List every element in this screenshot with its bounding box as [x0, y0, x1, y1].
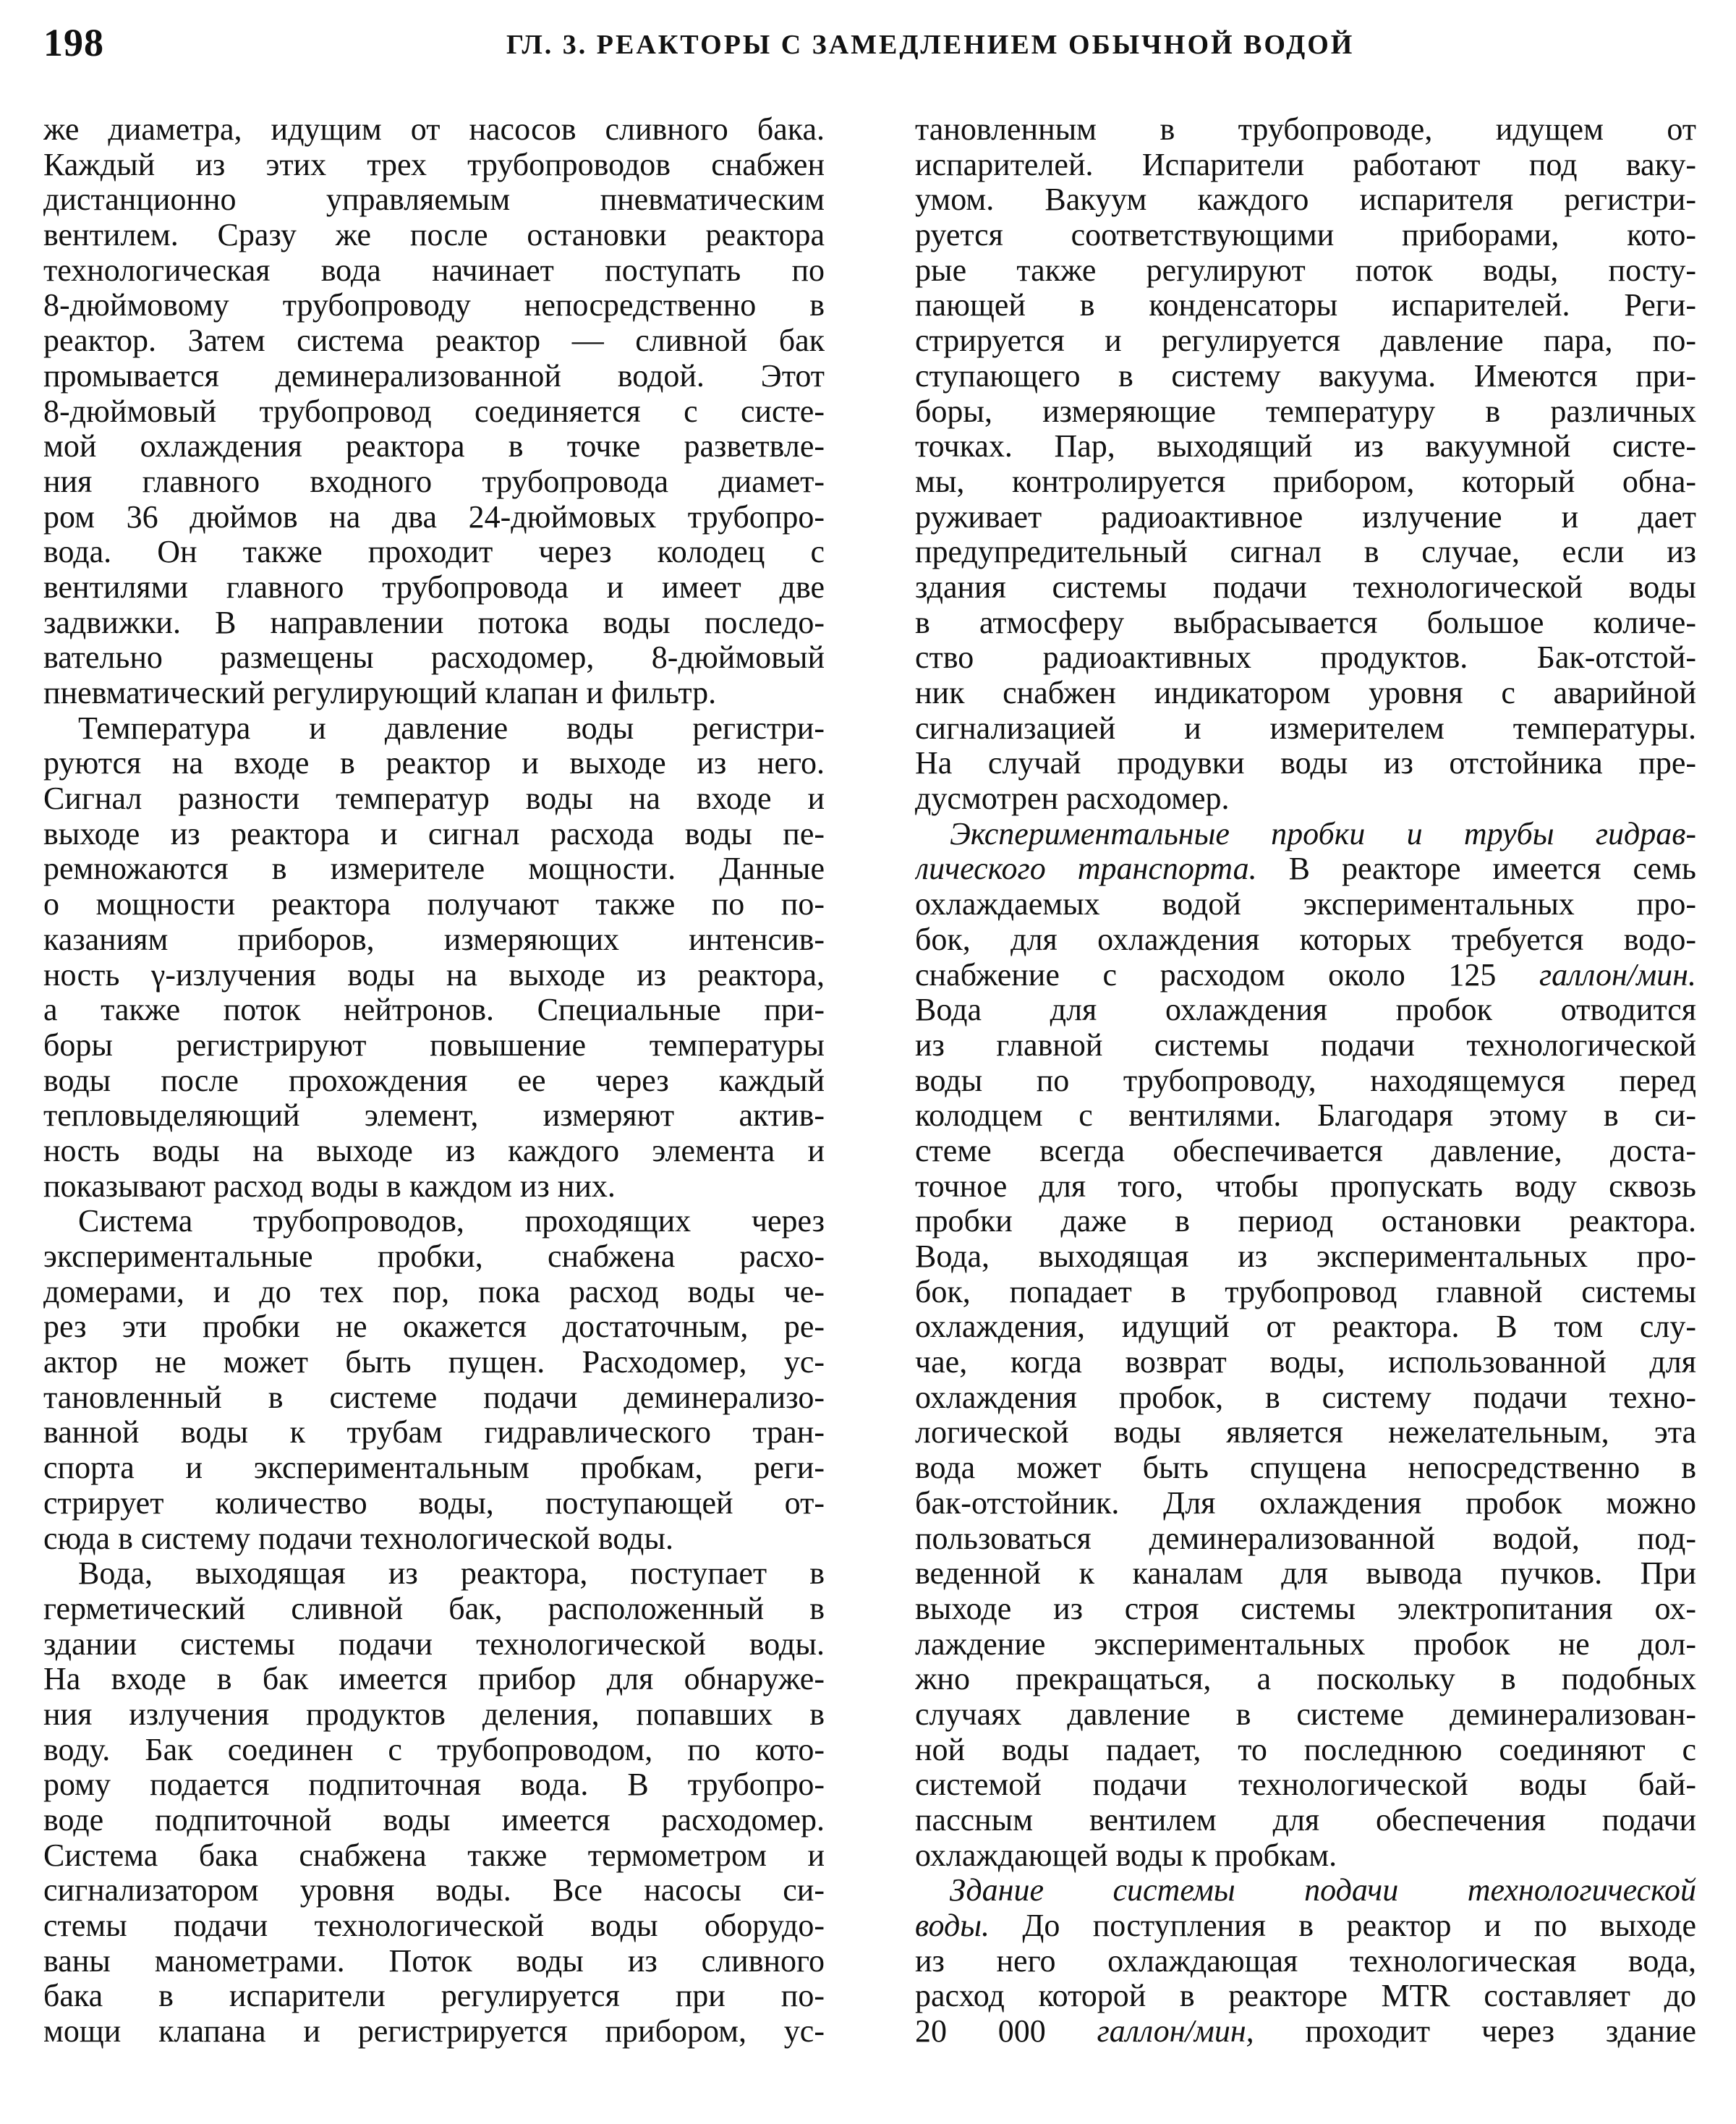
text-line: логической воды является нежелательным, эта — [915, 1415, 1696, 1450]
text-line: ник снабжен индикатором уровня с аварийной — [915, 676, 1696, 710]
text-line: стрирует количество воды, поступающей от- — [43, 1485, 825, 1521]
text-line: в атмосферу выбрасывается большое количе- — [915, 605, 1696, 640]
text-line: пневматический регулирующий клапан и фильтр. — [43, 676, 717, 710]
text-line: колодцем с вентилями. Благодаря этому в си- — [915, 1098, 1696, 1134]
text-line: чае, когда возврат воды, использованной для — [915, 1345, 1696, 1380]
text-line: 8-дюймовый трубопровод соединяется с систе- — [43, 394, 825, 429]
text-line: актор не может быть пущен. Расходомер, ус- — [43, 1345, 825, 1380]
text-line — [915, 851, 1696, 887]
text-line: воды после прохождения ее через каждый — [43, 1063, 825, 1098]
text-line: руются на входе в реактор и выходе из него. — [43, 746, 825, 781]
text-line: Система бака снабжена также термометром и — [43, 1838, 825, 1873]
text-line: ство радиоактивных продуктов. Бак-отстой- — [915, 640, 1696, 676]
text-line: воды по трубопроводу, находящемуся перед — [915, 1063, 1696, 1098]
text-line: ваны манометрами. Поток воды из сливного — [43, 1943, 825, 1979]
text-line: рез эти пробки не окажется достаточным, ре- — [43, 1309, 825, 1345]
text-line: ступающего в систему вакуума. Имеются при- — [915, 358, 1696, 394]
text-line: На входе в бак имеется прибор для обнаруже- — [43, 1662, 825, 1697]
text-line: лаждение экспериментальных пробок не дол- — [915, 1626, 1696, 1662]
text-line: задвижки. В направлении потока воды последо- — [43, 605, 825, 640]
text-line: руется соответствующими приборами, кото- — [915, 218, 1696, 253]
text-line: стеме всегда обеспечивается давление, доста- — [915, 1133, 1696, 1168]
text-line: боры регистрируют повышение температуры — [43, 1027, 825, 1063]
text-line: из него охлаждающая технологическая вода, — [915, 1943, 1696, 1979]
text-line: дусмотрен расходомер. — [915, 781, 1230, 817]
running-head: ГЛ. 3. РЕАКТОРЫ С ЗАМЕДЛЕНИЕМ ОБЫЧНОЙ ВОДОЙ — [506, 30, 1355, 60]
text-line: здании системы подачи технологической воды. — [43, 1626, 825, 1662]
text-line: точное для того, чтобы пропускать воду сквозь — [915, 1168, 1696, 1204]
text-line: Вода, выходящая из реактора, поступает в — [78, 1556, 825, 1592]
right-column — [915, 112, 1696, 2049]
text-line: системой подачи технологической воды бай- — [915, 1767, 1696, 1803]
text-line: рому подается подпиточная вода. В трубопро- — [43, 1767, 825, 1803]
left-column — [43, 112, 825, 2049]
text-line: вентилем. Сразу же после остановки реактора — [43, 218, 825, 253]
text-line: Сигнал разности температур воды на входе и — [43, 781, 825, 817]
text-line: ной воды падает, то последнюю соединяют с — [915, 1732, 1696, 1767]
text-line: бак-отстойник. Для охлаждения пробок можно — [915, 1485, 1696, 1521]
text-line: герметический сливной бак, расположенный в — [43, 1591, 825, 1626]
text-line — [915, 1908, 1696, 1944]
text-line: бака в испарители регулируется при по- — [43, 1979, 825, 2014]
text-line: воду. Бак соединен с трубопроводом, по кото- — [43, 1732, 825, 1767]
text-line: Система трубопроводов, проходящих через — [78, 1204, 825, 1239]
text-line: ванной воды к трубам гидравлического тран- — [43, 1415, 825, 1450]
text-line: экспериментальные пробки, снабжена расхо- — [43, 1239, 825, 1274]
text-line: пробки даже в период остановки реактора. — [915, 1204, 1696, 1239]
unit-text: галлон/мин, — [1097, 2014, 1254, 2049]
text-line: ния главного входного трубопровода диамет- — [43, 464, 825, 499]
text-line: тепловыделяющий элемент, измеряют актив- — [43, 1098, 825, 1134]
text-line: сигнализатором уровня воды. Все насосы си- — [43, 1873, 825, 1908]
section-heading-line: Экспериментальные пробки и трубы гидрав- — [950, 816, 1696, 851]
text-line: стемы подачи технологической воды оборудо- — [43, 1908, 825, 1944]
text-line: охлаждаемых водой экспериментальных про- — [915, 887, 1696, 922]
text-line: Вода, выходящая из экспериментальных про- — [915, 1239, 1696, 1274]
text-line: выходе из строя системы электропитания ох- — [915, 1591, 1696, 1626]
unit-text: галлон/мин. — [1539, 957, 1696, 993]
text-line: расход которой в реакторе MTR составляет до — [915, 1979, 1696, 2014]
text-line: испарителей. Испарители работают под ваку- — [915, 147, 1696, 182]
text-line: из главной системы подачи технологической — [915, 1027, 1696, 1063]
text-line: вентилями главного трубопровода и имеет две — [43, 569, 825, 605]
text-line: вода может быть спущена непосредственно в — [915, 1450, 1696, 1486]
text-line: дистанционно управляемым пневматическим — [43, 182, 825, 218]
text-line: о мощности реактора получают также по по- — [43, 887, 825, 922]
text-line: воде подпиточной воды имеется расходомер. — [43, 1803, 825, 1838]
text-line: а также поток нейтронов. Специальные при- — [43, 993, 825, 1028]
text-line: пающей в конденсаторы испарителей. Реги- — [915, 288, 1696, 323]
text-line: показывают расход воды в каждом из них. — [43, 1168, 616, 1204]
text-line — [915, 958, 1696, 993]
text-line: умом. Вакуум каждого испарителя регистри- — [915, 182, 1696, 218]
text-line: Каждый из этих трех трубопроводов снабжен — [43, 147, 825, 182]
text-line: здания системы подачи технологической воды — [915, 569, 1696, 605]
text-line: мощи клапана и регистрируется прибором, ус- — [43, 2014, 825, 2049]
text-line: технологическая вода начинает поступать по — [43, 252, 825, 288]
text-line: мы, контролируется прибором, который обна- — [915, 464, 1696, 499]
text-run: 20 000 — [915, 2014, 1097, 2049]
text-line: точках. Пар, выходящий из вакуумной систе- — [915, 429, 1696, 464]
text-line: мой охлаждения реактора в точке разветвле- — [43, 429, 825, 464]
text-line: сигнализацией и измерителем температуры. — [915, 710, 1696, 746]
text-line: жно прекращаться, а поскольку в подобных — [915, 1662, 1696, 1697]
text-line: же диаметра, идущим от насосов сливного бака. — [43, 112, 825, 147]
text-line: бок, для охлаждения которых требуется водо- — [915, 922, 1696, 957]
text-line: спорта и экспериментальным пробкам, реги- — [43, 1450, 825, 1486]
text-line: охлаждения пробок, в систему подачи техно- — [915, 1380, 1696, 1415]
text-line: пассным вентилем для обеспечения подачи — [915, 1803, 1696, 1838]
text-line: промывается деминерализованной водой. Этот — [43, 358, 825, 394]
text-line: Вода для охлаждения пробок отводится — [915, 993, 1696, 1028]
text-line: рые также регулируют поток воды, посту- — [915, 252, 1696, 288]
section-heading-line: Здание системы подачи технологической — [950, 1873, 1696, 1908]
text-line: выходе из реактора и сигнал расхода воды пе- — [43, 816, 825, 851]
text-line: домерами, и до тех пор, пока расход воды че- — [43, 1274, 825, 1309]
text-line: стрируется и регулируется давление пара, по- — [915, 323, 1696, 359]
text-line: Температура и давление воды регистри- — [78, 710, 825, 746]
text-line: бок, попадает в трубопровод главной системы — [915, 1274, 1696, 1309]
text-line: реактор. Затем система реактор — сливной бак — [43, 323, 825, 359]
text-line: 8-дюймовому трубопроводу непосредственно в — [43, 288, 825, 323]
section-heading-tail: лического транспорта. — [915, 851, 1257, 887]
text-line: веденной к каналам для вывода пучков. При — [915, 1556, 1696, 1592]
text-line: казаниям приборов, измеряющих интенсив- — [43, 922, 825, 957]
text-line: На случай продувки воды из отстойника пре- — [915, 746, 1696, 781]
text-run: снабжение с расходом около 125 — [915, 957, 1539, 993]
text-line: ния излучения продуктов деления, попавших в — [43, 1696, 825, 1732]
text-line: тановленным в трубопроводе, идущем от — [915, 112, 1696, 147]
page-number: 198 — [43, 21, 104, 64]
text-line: охлаждения, идущий от реактора. В том слу- — [915, 1309, 1696, 1345]
page-header — [43, 20, 1707, 78]
section-heading-tail: воды. — [915, 1908, 990, 1944]
text-line: охлаждающей воды к пробкам. — [915, 1838, 1337, 1873]
text-line: предупредительный сигнал в случае, если из — [915, 535, 1696, 570]
text-line — [915, 2014, 1696, 2049]
text-line: руживает радиоактивное излучение и дает — [915, 499, 1696, 535]
text-line: пользоваться деминерализованной водой, под- — [915, 1521, 1696, 1556]
text-line: ремножаются в измерителе мощности. Данные — [43, 851, 825, 887]
text-line: случаях давление в системе деминерализован- — [915, 1696, 1696, 1732]
text-run: В реакторе имеется семь — [1256, 851, 1696, 887]
text-line: ром 36 дюймов на два 24-дюймовых трубопро- — [43, 499, 825, 535]
text-line: вательно размещены расходомер, 8-дюймовый — [43, 640, 825, 676]
text-line: ность воды на выходе из каждого элемента и — [43, 1133, 825, 1168]
text-run: До поступления в реактор и по выходе — [990, 1908, 1696, 1944]
text-line: сюда в систему подачи технологической воды. — [43, 1521, 673, 1556]
text-run: проходит через здание — [1254, 2014, 1696, 2049]
text-line: тановленный в системе подачи деминерализо- — [43, 1380, 825, 1415]
text-line: боры, измеряющие температуру в различных — [915, 394, 1696, 429]
text-line: ность γ-излучения воды на выходе из реактора, — [43, 957, 825, 993]
text-line: вода. Он также проходит через колодец с — [43, 535, 825, 570]
